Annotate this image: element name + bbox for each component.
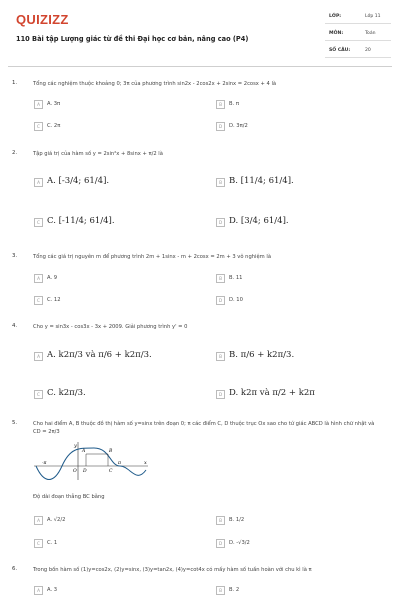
option-key-box: A — [34, 352, 43, 361]
option-text: B. π/6 + k2π/3. — [229, 350, 295, 360]
page-title: 110 Bài tập Lượng giác từ đề thi Đại học cơ bản, nâng cao (P4) — [16, 35, 249, 43]
meta-row-class — [325, 11, 391, 24]
worksheet-header — [0, 0, 400, 66]
option-text: C. [-11/4; 61/4]. — [47, 216, 115, 226]
option-text: B. 2 — [229, 587, 240, 593]
option-key-box: C — [34, 390, 43, 399]
graph-label-y: y — [74, 443, 77, 449]
option-text: B. [11/4; 61/4]. — [229, 176, 294, 186]
meta-value: 20 — [365, 48, 371, 53]
question-text: Tổng các giá trị nguyên m để phương trình 2m + 1sinx - m + 2cosx = 2m + 3 vô nghiệm là — [33, 254, 272, 260]
question-number: 5. — [12, 420, 18, 426]
option-text: B. π — [229, 101, 239, 107]
option-key-box: B — [216, 352, 225, 361]
option-key-box: C — [34, 218, 43, 227]
option-text: D. [3/4; 61/4]. — [229, 216, 289, 226]
option-key-box: B — [216, 100, 225, 109]
option-text: C. 2π — [47, 123, 61, 129]
meta-label: MÔN: — [329, 31, 344, 36]
option-key-box: D — [216, 390, 225, 399]
meta-value: Toán — [365, 31, 376, 36]
option-key-box: A — [34, 586, 43, 595]
option-text: D. k2π và π/2 + k2π — [229, 388, 315, 398]
header-divider — [8, 66, 392, 67]
graph-label-pi: π — [118, 461, 121, 466]
question-text: Tập giá trị của hàm số y = 2sin²x + 8sinx + π/2 là — [33, 151, 163, 157]
option-key-box: B — [216, 586, 225, 595]
option-key-box: C — [34, 539, 43, 548]
graph-label-a: A — [82, 449, 86, 454]
option-key-box: D — [216, 539, 225, 548]
option-text: A. [-3/4; 61/4]. — [47, 176, 110, 186]
graph-label-origin: O — [73, 469, 77, 474]
question-subtext: Độ dài đoạn thẳng BC bằng — [33, 494, 105, 500]
question-text: Cho y = sin3x - cos3x - 3x + 2009. Giải phương trình y' = 0 — [33, 324, 188, 330]
option-text: B. 11 — [229, 275, 243, 281]
graph-label-x: x — [144, 460, 147, 466]
question-text: Tổng các nghiệm thuộc khoảng 0; 3π của phương trình sin2x - 2cos2x + 2sinx = 2cosx + 4 là — [33, 81, 277, 87]
option-text: C. 1 — [47, 540, 58, 546]
graph-label-b: B — [109, 449, 113, 454]
option-text: A. 3 — [47, 587, 58, 593]
option-key-box: C — [34, 122, 43, 131]
option-text: A. 9 — [47, 275, 58, 281]
meta-label: LỚP: — [329, 14, 342, 19]
option-text: A. 3π — [47, 101, 61, 107]
option-text: C. k2π/3. — [47, 388, 86, 398]
question-text: Cho hai điểm A, B thuộc đồ thị hàm số y=sinx trên đoạn 0; π các điểm C, D thuộc trục Ox sao cho tứ giác ABCD là hình chữ nhật và CD = 2π/3 — [33, 421, 375, 435]
meta-row-subject — [325, 28, 391, 41]
graph-label-c: C — [109, 469, 113, 474]
graph-label-d: D — [83, 469, 87, 474]
option-key-box: D — [216, 218, 225, 227]
meta-row-count — [325, 45, 391, 58]
quizizz-logo: QUIZIZZ — [16, 12, 69, 27]
sine-curve — [36, 448, 146, 480]
option-text: A. k2π/3 và π/6 + k2π/3. — [47, 350, 152, 360]
option-key-box: D — [216, 122, 225, 131]
option-key-box: A — [34, 178, 43, 187]
question-number: 1. — [12, 80, 18, 86]
option-key-box: C — [34, 296, 43, 305]
option-key-box: B — [216, 178, 225, 187]
option-key-box: A — [34, 274, 43, 283]
option-text: B. 1/2 — [229, 517, 245, 523]
question-number: 3. — [12, 253, 18, 259]
option-text: C. 12 — [47, 297, 61, 303]
option-text: D. 10 — [229, 297, 243, 303]
question-number: 6. — [12, 566, 18, 572]
option-key-box: D — [216, 296, 225, 305]
question-text: Trong bốn hàm số (1)y=cos2x, (2)y=sinx, (3)y=tan2x, (4)y=cot4x có mấy hàm số tuần hoàn với chu kì là π — [33, 567, 312, 573]
question-number: 4. — [12, 323, 18, 329]
meta-table — [325, 11, 391, 62]
question-number: 2. — [12, 150, 18, 156]
option-text: D. -√3/2 — [229, 540, 250, 546]
option-key-box: A — [34, 516, 43, 525]
option-key-box: B — [216, 516, 225, 525]
option-text: A. √2/2 — [47, 517, 66, 523]
meta-label: SỐ CÂU: — [329, 48, 351, 53]
meta-value: Lớp 11 — [365, 14, 381, 19]
sine-graph-figure — [32, 440, 152, 482]
option-key-box: A — [34, 100, 43, 109]
option-text: D. 3π/2 — [229, 123, 248, 129]
graph-label-neg-pi: -π — [42, 461, 47, 466]
option-key-box: B — [216, 274, 225, 283]
